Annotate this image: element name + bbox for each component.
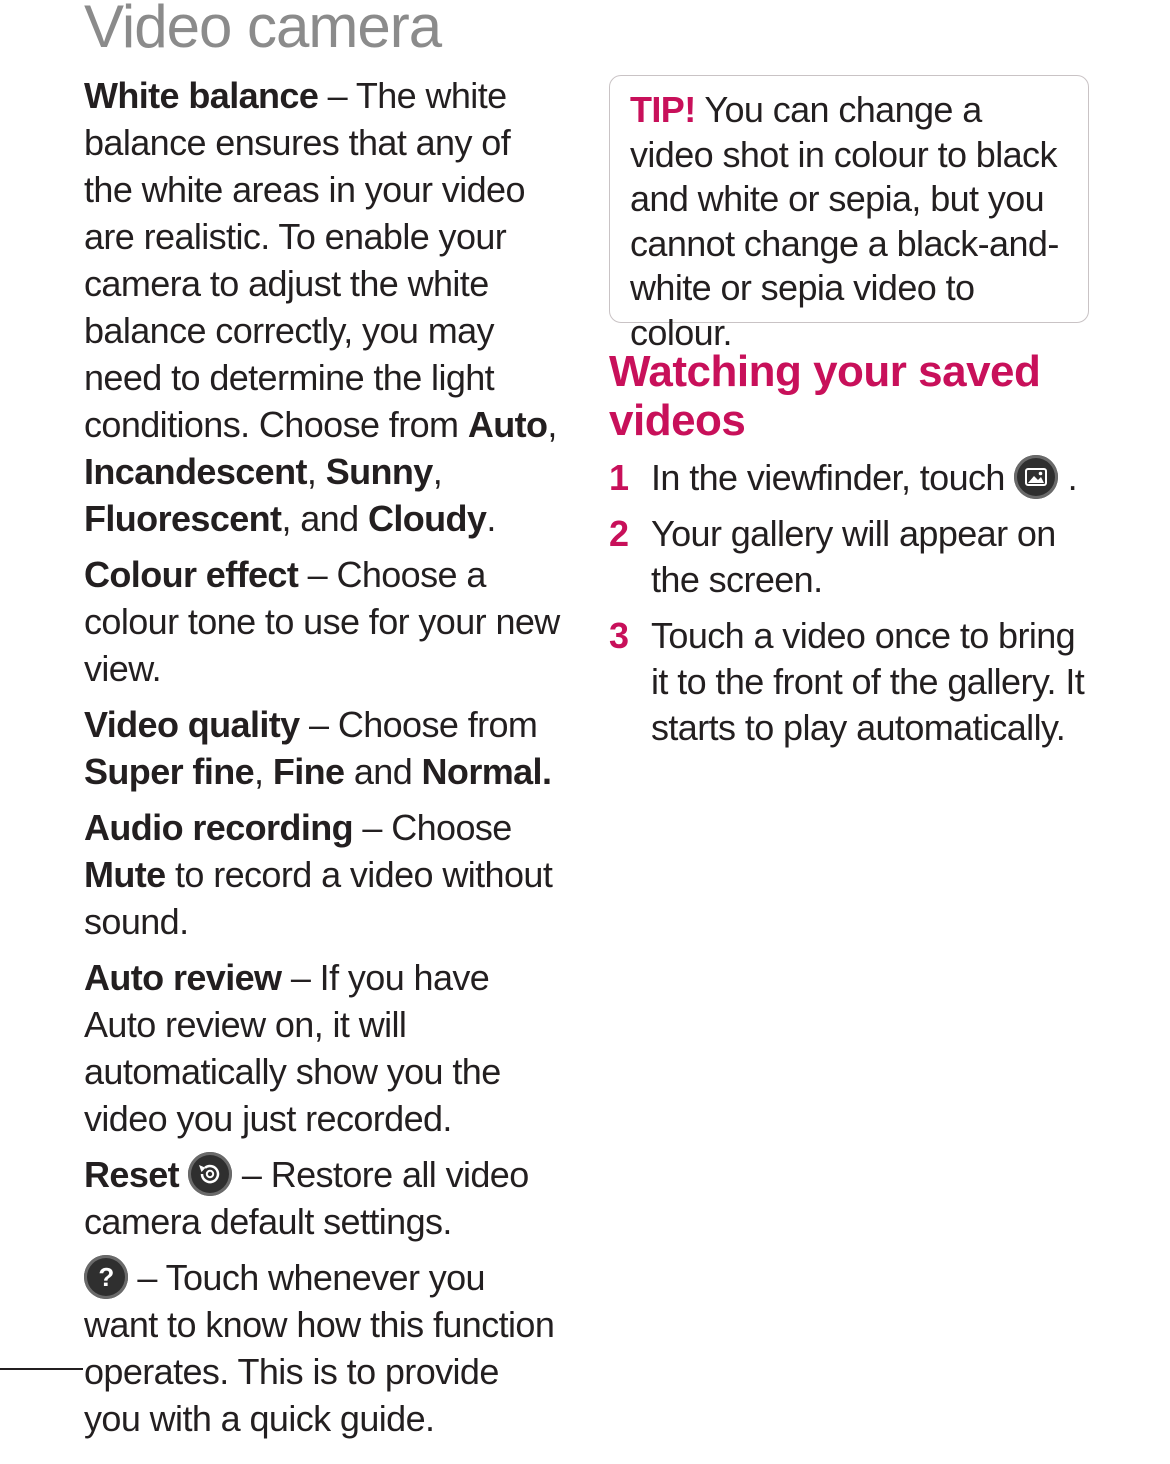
reset-icon xyxy=(188,1152,232,1196)
auto-review-text: – If you have Auto review on, it will automatically show you the video you just recorded. xyxy=(84,957,501,1139)
separator: , xyxy=(306,451,326,492)
auto-review-label: Auto review xyxy=(84,957,282,998)
tip-text: You can change a video shot in colour to black and white or sepia, but you cannot change a black-and-white or sepia video to colour. xyxy=(630,89,1059,353)
step-number: 2 xyxy=(609,513,629,554)
wb-option-sunny: Sunny xyxy=(325,451,433,492)
reset-label: Reset xyxy=(84,1154,180,1195)
svg-text:?: ? xyxy=(98,1262,114,1292)
ar-option-mute: Mute xyxy=(84,854,166,895)
audio-recording-text-2: to record a video without sound. xyxy=(84,854,553,942)
tip-box xyxy=(609,75,1089,353)
step-item xyxy=(609,455,1099,501)
section-heading: Watching your saved videos xyxy=(609,347,1041,445)
video-quality-text: – Choose from xyxy=(299,704,538,745)
gallery-icon xyxy=(1014,455,1058,499)
audio-recording-text: – Choose xyxy=(353,807,512,848)
page-title: Video camera xyxy=(84,0,442,60)
separator: , and xyxy=(281,498,368,539)
auto-review-paragraph xyxy=(84,954,564,1142)
wb-option-fluorescent: Fluorescent xyxy=(84,498,282,539)
reset-text: – Restore all video camera default settings. xyxy=(84,1154,529,1242)
white-balance-paragraph xyxy=(84,72,564,542)
separator: , xyxy=(547,404,557,445)
wb-option-incandescent: Incandescent xyxy=(84,451,307,492)
video-quality-label: Video quality xyxy=(84,704,300,745)
step-item xyxy=(609,511,1099,603)
white-balance-label: White balance xyxy=(84,75,319,116)
colour-effect-label: Colour effect xyxy=(84,554,299,595)
step-text-end: . xyxy=(1058,457,1078,498)
audio-recording-paragraph xyxy=(84,804,564,945)
colour-effect-text: – Choose a colour tone to use for your new view. xyxy=(84,554,560,689)
vq-option-super-fine: Super fine xyxy=(84,751,255,792)
reset-paragraph xyxy=(84,1151,564,1245)
help-paragraph xyxy=(84,1254,564,1442)
separator: , xyxy=(432,451,443,492)
wb-option-auto: Auto xyxy=(467,404,548,445)
wb-option-cloudy: Cloudy xyxy=(367,498,487,539)
step-number: 1 xyxy=(609,457,629,498)
steps-list xyxy=(609,455,1099,761)
vq-option-fine: Fine xyxy=(272,751,345,792)
period: . xyxy=(486,498,496,539)
audio-recording-label: Audio recording xyxy=(84,807,353,848)
step-text: Touch a video once to bring it to the front of the gallery. It starts to play automatically. xyxy=(651,615,1085,748)
step-text: In the viewfinder, touch xyxy=(651,457,1015,498)
colour-effect-paragraph xyxy=(84,551,564,692)
step-text: Your gallery will appear on the screen. xyxy=(651,513,1056,600)
separator: and xyxy=(344,751,422,792)
step-item xyxy=(609,613,1099,751)
white-balance-text: – The white balance ensures that any of the white areas in your video are realistic. To enable your camera to adjust the white balance correctly, you may need to determine the light conditions. Choose from xyxy=(84,75,525,445)
help-icon xyxy=(84,1255,128,1299)
help-text: – Touch whenever you want to know how this function operates. This is to provide you with a quick guide. xyxy=(84,1257,555,1439)
footer-rule xyxy=(0,1368,83,1370)
vq-option-normal: Normal. xyxy=(421,751,552,792)
separator: , xyxy=(254,751,273,792)
tip-label: TIP! xyxy=(630,89,696,130)
settings-column xyxy=(84,72,564,1451)
step-number: 3 xyxy=(609,615,629,656)
video-quality-paragraph xyxy=(84,701,564,795)
